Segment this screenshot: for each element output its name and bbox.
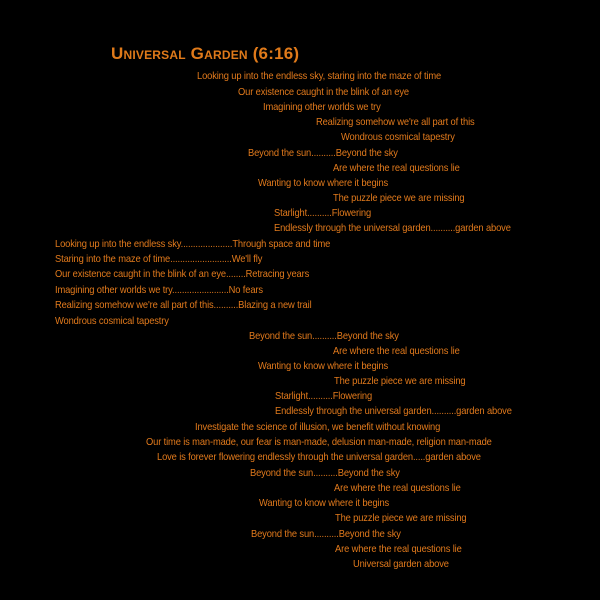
lyric-line: Love is forever flowering endlessly through the universal garden.....garden above (157, 452, 481, 463)
lyric-line: Investigate the science of illusion, we benefit without knowing (195, 422, 441, 433)
lyric-line: Looking up into the endless sky, staring into the maze of time (197, 71, 442, 82)
lyric-line: Beyond the sun..........Beyond the sky (249, 331, 399, 342)
lyric-line: Starlight..........Flowering (275, 391, 373, 402)
lyric-line: Beyond the sun..........Beyond the sky (251, 529, 401, 540)
lyric-line: Staring into the maze of time.........................We'll fly (55, 254, 263, 265)
lyric-line: Imagining other worlds we try (263, 102, 381, 113)
lyric-line: Our time is man-made, our fear is man-made, delusion man-made, religion man-made (146, 437, 492, 448)
lyric-line: Endlessly through the universal garden..........garden above (274, 223, 511, 234)
lyric-line: Imagining other worlds we try.......................No fears (55, 285, 263, 296)
lyric-line: Are where the real questions lie (333, 346, 460, 357)
lyric-line: Universal garden above (353, 559, 449, 570)
lyric-line: Wanting to know where it begins (258, 178, 389, 189)
lyric-line: The puzzle piece we are missing (335, 513, 467, 524)
lyric-line: Are where the real questions lie (334, 483, 461, 494)
lyric-line: Looking up into the endless sky.....................Through space and time (55, 239, 331, 250)
lyric-line: Beyond the sun..........Beyond the sky (250, 468, 400, 479)
lyric-line: Wanting to know where it begins (258, 361, 389, 372)
lyric-line: Wondrous cosmical tapestry (55, 316, 169, 327)
lyric-line: Realizing somehow we're all part of this (316, 117, 475, 128)
lyric-line: Realizing somehow we're all part of this..........Blazing a new trail (55, 300, 312, 311)
lyric-line: The puzzle piece we are missing (334, 376, 466, 387)
lyric-line: The puzzle piece we are missing (333, 193, 465, 204)
lyric-line: Are where the real questions lie (333, 163, 460, 174)
lyric-line: Endlessly through the universal garden..........garden above (275, 406, 512, 417)
lyric-line: Our existence caught in the blink of an eye (238, 87, 409, 98)
lyric-line: Are where the real questions lie (335, 544, 462, 555)
lyric-line: Wanting to know where it begins (259, 498, 390, 509)
lyric-line: Our existence caught in the blink of an eye........Retracing years (55, 269, 310, 280)
lyric-line: Wondrous cosmical tapestry (341, 132, 455, 143)
lyric-line: Beyond the sun..........Beyond the sky (248, 148, 398, 159)
lyric-line: Starlight..........Flowering (274, 208, 372, 219)
song-title: Universal Garden (6:16) (111, 44, 300, 63)
